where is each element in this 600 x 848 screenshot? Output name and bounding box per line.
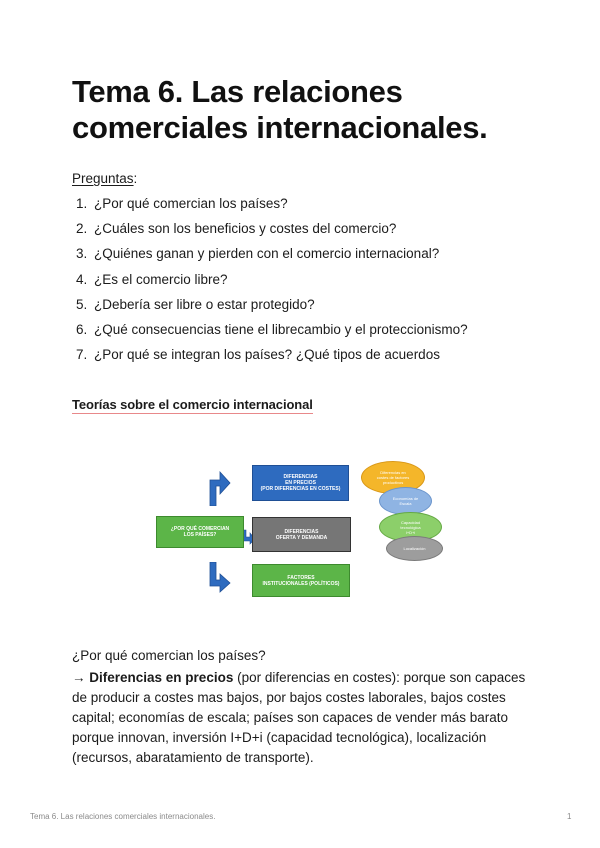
questions-label [72, 171, 137, 186]
arrow-down-right-icon [206, 562, 232, 594]
question-text: ¿Por qué comercian los países? [94, 196, 288, 211]
question-number: 2. [76, 221, 88, 237]
supply-demand-box [252, 517, 351, 552]
question-text: ¿Quiénes ganan y pierden con el comercio internacional? [94, 246, 440, 262]
institutional-line-1: FACTORES [287, 574, 315, 581]
price-diff-line-2: EN PRECIOS [285, 480, 316, 486]
economies-line-1: Economías de [392, 496, 419, 501]
price-differences-paragraph [72, 668, 532, 768]
question-number: 4. [76, 271, 88, 287]
paragraph-strong-term: Diferencias en precios [89, 670, 234, 685]
question-text: ¿Debería ser libre o estar protegido? [94, 296, 315, 312]
factor-costs-line-3: productivos [382, 480, 404, 485]
questions-list [76, 196, 468, 372]
question-text: ¿Es el comercio libre? [94, 271, 228, 287]
factor-costs-line-2: costes de factores [376, 475, 410, 480]
question-number: 7. [76, 347, 88, 363]
why-trade-line-1: ¿POR QUÉ COMERCIAN [170, 526, 230, 532]
why-trade-box [156, 516, 244, 548]
title-line-2: comerciales internacionales. [72, 110, 488, 145]
why-trade-line-2: LOS PAÍSES? [183, 532, 217, 538]
economies-of-scale-ellipse [379, 487, 432, 515]
paragraph-rest: (por diferencias en costes): porque son capaces de producir a costes mas bajos, por bajos costes laborales, bajos costes capital; economías de escala; países son capaces de vender más barato porque innovan, inversión I+D+i (capacidad tecnológica), localización (recursos, abaratamiento de transporte). [72, 670, 526, 765]
question-number: 3. [76, 246, 88, 262]
question-text: ¿Cuáles son los beneficios y costes del comercio? [94, 221, 397, 237]
price-diff-line-1: DIFERENCIAS [283, 474, 318, 480]
question-item [76, 221, 468, 246]
location-label: Localización [403, 546, 426, 551]
institutional-line-2: INSTITUCIONALES (POLÍTICOS) [262, 580, 340, 587]
location-ellipse [386, 536, 443, 561]
title-line-1: Tema 6. Las relaciones [72, 74, 403, 109]
question-item [76, 322, 468, 347]
question-number: 1. [76, 196, 88, 211]
question-number: 5. [76, 296, 88, 312]
question-item [76, 272, 468, 297]
supply-demand-line-1: DIFERENCIAS [284, 528, 319, 535]
question-item [76, 196, 468, 221]
arrow-up-right-icon [206, 468, 232, 506]
questions-label-colon: : [133, 171, 138, 186]
tech-line-2: tecnológica [400, 524, 421, 530]
supply-demand-line-2: OFERTA Y DEMANDA [275, 534, 328, 541]
question-item [76, 246, 468, 271]
price-diff-line-3: (POR DIFERENCIAS EN COSTES) [260, 486, 341, 492]
page-number: 1 [567, 812, 572, 821]
question-text: ¿Qué consecuencias tiene el librecambio y el proteccionismo? [94, 321, 468, 337]
question-item [76, 297, 468, 322]
tech-line-3: I+D+i [405, 529, 416, 535]
section-heading: Teorías sobre el comercio internacional [72, 397, 313, 412]
economies-line-2: Escala [399, 501, 412, 506]
body-question: ¿Por qué comercian los países? [72, 648, 266, 663]
page-title [72, 74, 542, 146]
question-text: ¿Por qué se integran los países? ¿Qué tipos de acuerdos [94, 347, 440, 363]
questions-label-text: Preguntas [72, 171, 134, 186]
tech-line-1: Capacidad [400, 519, 421, 525]
question-number: 6. [76, 321, 88, 337]
trade-theory-diagram [150, 450, 460, 610]
question-item [76, 347, 468, 372]
footer-title: Tema 6. Las relaciones comerciales internacionales. [30, 812, 216, 821]
institutional-factors-box [252, 564, 350, 597]
factor-costs-line-1: Diferencias en [380, 470, 406, 475]
arrow-glyph: → [72, 670, 90, 685]
price-differences-box [252, 465, 349, 501]
